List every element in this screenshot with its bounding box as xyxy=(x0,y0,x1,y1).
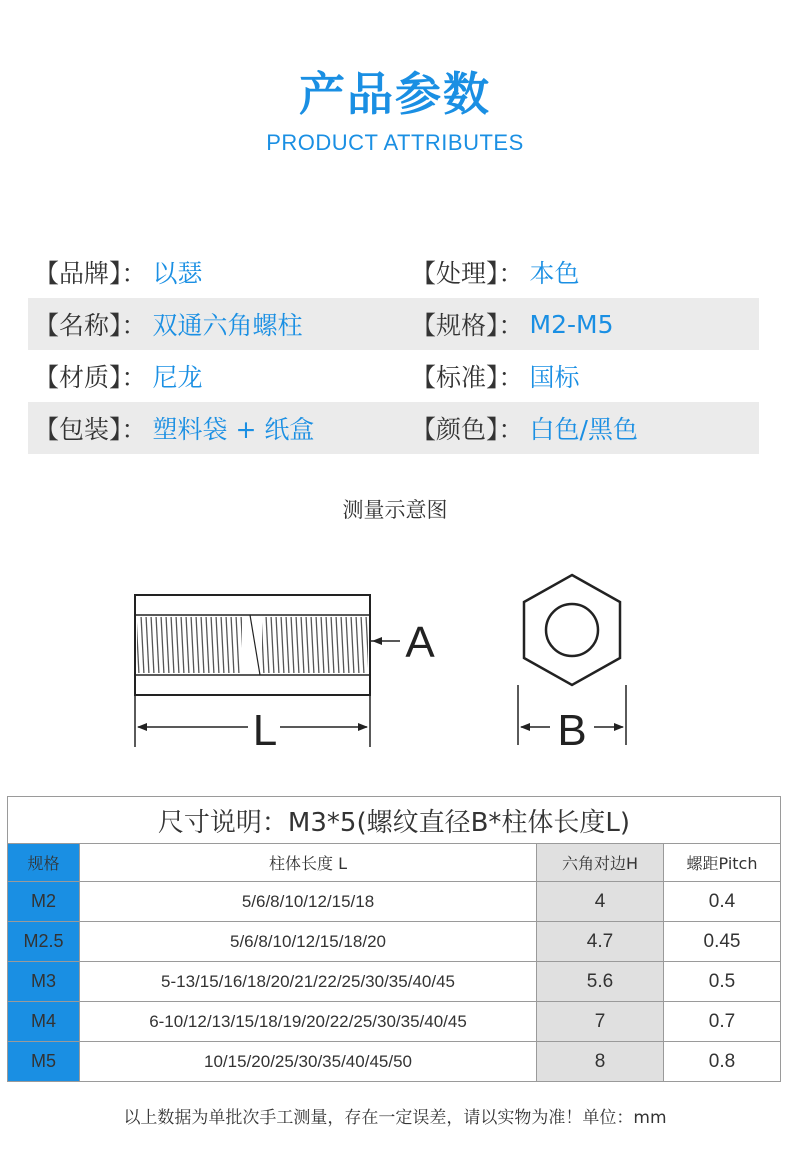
attribute-material xyxy=(28,358,411,394)
cell-length: 5-13/15/16/18/20/21/22/25/30/35/40/45 xyxy=(80,962,537,1002)
attribute-spec xyxy=(411,306,759,342)
cell-hex: 4 xyxy=(537,882,664,922)
label-b: B xyxy=(557,706,587,755)
cell-hex: 7 xyxy=(537,1002,664,1042)
column-header-pitch: 螺距Pitch xyxy=(664,844,781,882)
table-header-row xyxy=(8,844,781,882)
cell-pitch: 0.7 xyxy=(664,1002,781,1042)
attribute-value: M2-M5 xyxy=(529,309,614,339)
attribute-row xyxy=(28,402,759,454)
table-row xyxy=(8,1042,781,1082)
cell-length: 5/6/8/10/12/15/18 xyxy=(80,882,537,922)
cell-length: 10/15/20/25/30/35/40/45/50 xyxy=(80,1042,537,1082)
attribute-list xyxy=(28,246,759,454)
attribute-value: 双通六角螺柱 xyxy=(152,311,303,340)
measurement-diagram xyxy=(110,555,650,770)
table-row xyxy=(8,962,781,1002)
column-header-length: 柱体长度 L xyxy=(80,844,537,882)
cell-length: 5/6/8/10/12/15/18/20 xyxy=(80,922,537,962)
cell-hex: 4.7 xyxy=(537,922,664,962)
attribute-standard xyxy=(411,358,759,394)
attribute-value: 白色/黑色 xyxy=(529,415,638,444)
standoff-side-view xyxy=(135,595,370,695)
page-subtitle: PRODUCT ATTRIBUTES xyxy=(266,130,524,155)
cell-spec: M4 xyxy=(8,1002,80,1042)
attribute-label: 【品牌】： xyxy=(34,259,147,288)
attribute-brand xyxy=(28,254,411,290)
attribute-value: 塑料袋 + 纸盒 xyxy=(152,415,315,444)
attribute-value: 以瑟 xyxy=(152,259,203,288)
table-caption-row xyxy=(8,797,781,844)
attribute-color xyxy=(411,410,759,446)
attribute-label: 【处理】： xyxy=(411,259,524,288)
column-header-spec: 规格 xyxy=(8,844,80,882)
attribute-name xyxy=(28,306,411,342)
attribute-value: 国标 xyxy=(529,363,580,392)
cell-spec: M3 xyxy=(8,962,80,1002)
attribute-packaging xyxy=(28,410,411,446)
cell-hex: 8 xyxy=(537,1042,664,1082)
page-title: 产品参数 xyxy=(299,67,491,121)
diagram-title: 测量示意图 xyxy=(342,498,448,522)
cell-pitch: 0.8 xyxy=(664,1042,781,1082)
attribute-treatment xyxy=(411,254,759,290)
attribute-row xyxy=(28,246,759,298)
attribute-label: 【规格】： xyxy=(411,311,524,340)
cell-pitch: 0.5 xyxy=(664,962,781,1002)
cell-pitch: 0.45 xyxy=(664,922,781,962)
attribute-label: 【颜色】： xyxy=(411,415,524,444)
attribute-label: 【材质】： xyxy=(34,363,147,392)
cell-spec: M5 xyxy=(8,1042,80,1082)
size-table xyxy=(7,796,781,1082)
table-row xyxy=(8,922,781,962)
attribute-label: 【包装】： xyxy=(34,415,147,444)
standoff-hex-view xyxy=(524,575,620,685)
cell-length: 6-10/12/13/15/18/19/20/22/25/30/35/40/45 xyxy=(80,1002,537,1042)
attribute-row xyxy=(28,350,759,402)
attribute-value: 本色 xyxy=(529,259,580,288)
attribute-value: 尼龙 xyxy=(152,363,203,392)
dimension-a xyxy=(370,637,400,645)
attribute-row xyxy=(28,298,759,350)
cell-spec: M2 xyxy=(8,882,80,922)
label-a: A xyxy=(405,618,435,667)
cell-spec: M2.5 xyxy=(8,922,80,962)
cell-hex: 5.6 xyxy=(537,962,664,1002)
attribute-label: 【名称】： xyxy=(34,311,147,340)
table-row xyxy=(8,1002,781,1042)
cell-pitch: 0.4 xyxy=(664,882,781,922)
table-row xyxy=(8,882,781,922)
attribute-label: 【标准】： xyxy=(411,363,524,392)
footer-note: 以上数据为单批次手工测量，存在一定误差，请以实物为准！单位：mm xyxy=(123,1108,667,1128)
column-header-hex: 六角对边H xyxy=(537,844,664,882)
label-l: L xyxy=(252,706,278,755)
table-caption: 尺寸说明：M3*5(螺纹直径B*柱体长度L) xyxy=(8,797,781,844)
